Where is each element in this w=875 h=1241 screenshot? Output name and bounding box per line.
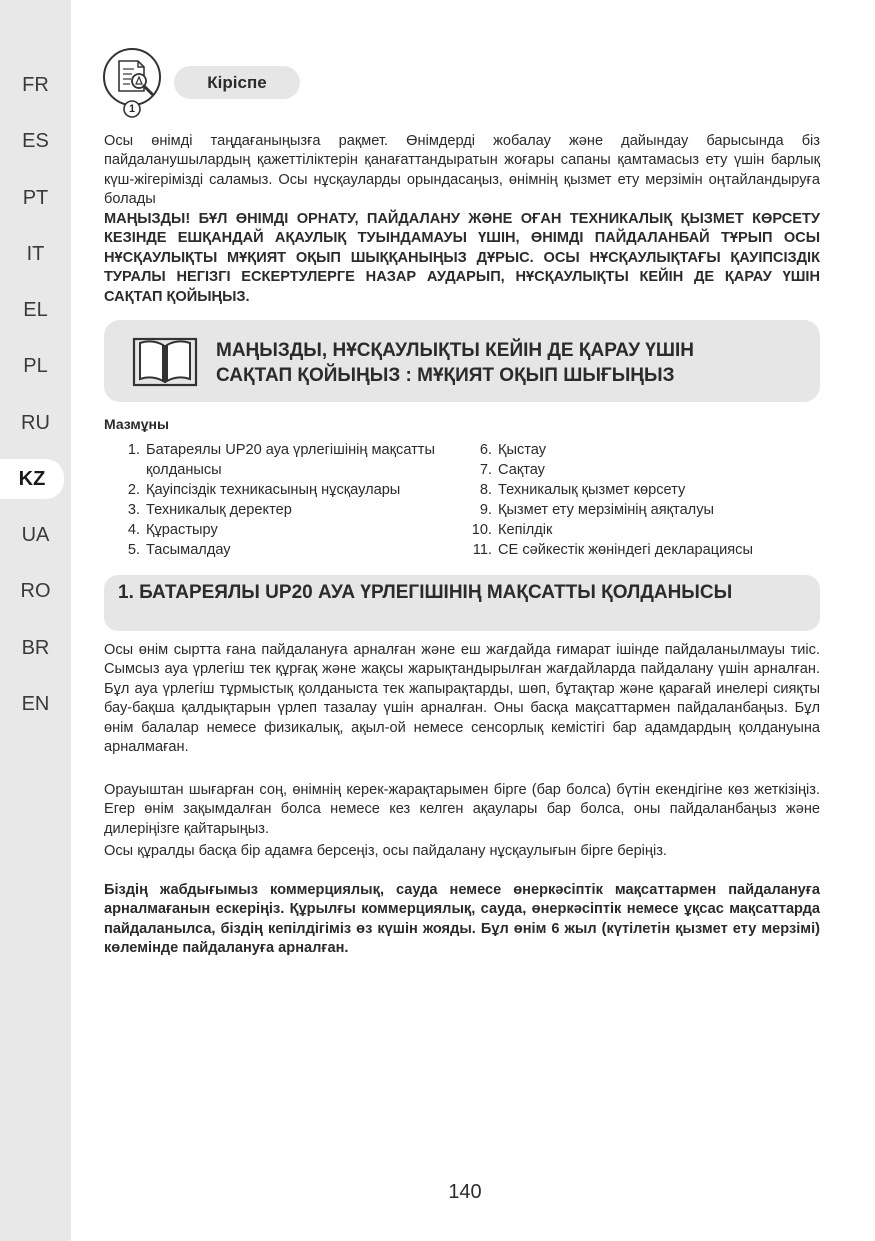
toc-item[interactable] <box>468 440 813 460</box>
section-1-notice: Біздің жабдығымыз коммерциялық, сауда немесе өнеркәсіптік мақсаттармен пайдалануға арналмағанын ескеріңіз. Құрылғы коммерциялық, сауда, өнеркәсіптік немесе ұқсас мақсаттарда пайдаланылса, біздің кепілдігіміз өз күшін жояды. Бұл өнім 6 жыл (күтілетін қызмет ету мерзімі) көлемінде пайдалануға арналған. <box>104 882 820 957</box>
toc-item-number: 9. <box>479 502 492 518</box>
lang-tab-br[interactable]: BR <box>21 636 50 659</box>
toc-item[interactable] <box>116 440 446 480</box>
toc-item-number: 10. <box>471 522 492 538</box>
section-1-paragraph-2: Орауыштан шығарған соң, өнімнің керек-жарақтарымен бірге (бар болса) бүтін екендігіне көз жеткізіңіз. Егер өнім зақымдалған болса немесе кез келген ақаулары бар болса, оны пайдаланбаңыз және дилеріңізге қайтарыңыз. <box>104 782 820 837</box>
section-1-paragraph-1: Осы өнім сыртта ғана пайдалануға арналған және еш жағдайда ғимарат ішінде пайдаланылмауы тиіс. Сымсыз ауа үрлегіш тек құрғақ және жақсы жарықтандырылған жағдайларда пайдалану үшін арналған. Бұл ауа үрлегіш тұрмыстық қолданыста тек жапырақтарды, шөп, бұтақтар және қарағай инелері сияқты бау-бақша қалдықтарын үрлеп тазалау үшін арналған. Оны басқа мақсаттармен пайдаланбаңыз. Бұл өнім балалар немесе физикалық, ақыл-ой немесе сенсорлық кемістігі бар адамдардың қолдануына арналмаған. <box>104 642 820 756</box>
toc-item-number: 7. <box>479 462 492 478</box>
toc-item-label: Қыстау <box>498 442 547 458</box>
lang-tab-ua[interactable]: UA <box>21 523 50 546</box>
toc-item-number: 2. <box>127 482 140 498</box>
toc-list-right <box>468 440 813 560</box>
lang-tab-el[interactable]: EL <box>23 298 48 321</box>
toc-item[interactable] <box>468 460 813 480</box>
toc-item-label: Құрастыру <box>146 522 218 538</box>
toc-item-label: Техникалық деректер <box>146 502 292 518</box>
open-book-icon <box>132 333 198 389</box>
intro-title: Кіріспе <box>174 66 300 99</box>
lang-tab-pt[interactable]: PT <box>22 186 49 209</box>
toc-item-number: 1. <box>127 442 140 458</box>
toc-item-label: Қауіпсіздік техникасының нұсқаулары <box>146 482 401 498</box>
toc-item-label: Батареялы UP20 ауа үрлегішінің мақсатты қолданысы <box>146 442 435 478</box>
toc-item-label: Қызмет ету мерзімінің аяқталуы <box>498 502 714 518</box>
lang-tab-es[interactable]: ES <box>22 129 49 152</box>
intro-paragraph: Осы өнімді таңдағаныңызға рақмет. Өнімдерді жобалау және дайындау барысында біз пайдаланушылардың қажеттіліктерін қанағаттандыратын жоғары сапаны қамтамасыз ету үшін барлық күш-жігерімізді саламыз. Осы нұсқауларды орындасаңыз, өнімнің қызмет ету мерзімін оңтайландыруға болады <box>104 133 820 208</box>
toc-item-number: 6. <box>479 442 492 458</box>
lang-tab-fr[interactable]: FR <box>22 73 49 96</box>
section-1-paragraph-3: Осы құралды басқа бір адамға берсеңіз, осы пайдалану нұсқаулығын бірге беріңіз. <box>104 843 667 859</box>
lang-tab-en[interactable]: EN <box>21 692 50 715</box>
toc-item-label: Тасымалдау <box>146 542 231 558</box>
toc-item-number: 5. <box>127 542 140 558</box>
banner-line-2: САҚТАП ҚОЙЫҢЫЗ : МҰҚИЯТ ОҚЫП ШЫҒЫҢЫЗ <box>216 365 675 386</box>
toc-item[interactable] <box>468 500 813 520</box>
document-magnifier-icon <box>102 47 162 115</box>
lang-tab-kz-active[interactable]: KZ <box>0 459 64 499</box>
lang-tab-it[interactable]: IT <box>26 242 45 265</box>
lang-tab-ru[interactable]: RU <box>21 411 50 434</box>
toc-item[interactable] <box>468 480 813 500</box>
lang-tab-ro[interactable]: RO <box>20 579 51 602</box>
toc-item[interactable] <box>116 540 446 560</box>
intro-warning: МАҢЫЗДЫ! БҰЛ ӨНІМДІ ОРНАТУ, ПАЙДАЛАНУ ЖӘНЕ ОҒАН ТЕХНИКАЛЫҚ ҚЫЗМЕТ КӨРСЕТУ КЕЗІНДЕ ЕШҚАНДАЙ АҚАУЛЫҚ ТУЫНДАМАУЫ ҮШІН, ӨНІМДІ ПАЙДАЛАНБАЙ ТҰРЫП ОСЫ НҰСҚАУЛЫҚТЫ МҰҚИЯТ ОҚЫП ШЫҚҚАНЫҢЫЗ ДҰРЫС. ОСЫ НҰСҚАУЛЫҚТАҒЫ ҚАУІПСІЗДІК ТУРАЛЫ НЕГІЗГІ ЕСКЕРТУЛЕРГЕ НАЗАР АУДАРЫП, НҰСҚАУЛЫҚТЫ КЕЙІН ДЕ ҚАРАУ ҮШІН САҚТАП ҚОЙЫҢЫЗ. <box>104 211 820 305</box>
toc-item[interactable] <box>116 480 446 500</box>
section-1-title: 1. БАТАРЕЯЛЫ UP20 АУА ҮРЛЕГІШІНІҢ МАҚСАТТЫ ҚОЛДАНЫСЫ <box>118 582 733 603</box>
lang-tab-pl[interactable]: PL <box>23 354 48 377</box>
toc-item-number: 8. <box>479 482 492 498</box>
toc-item[interactable] <box>116 520 446 540</box>
toc-item-label: Техникалық қызмет көрсету <box>498 482 686 498</box>
banner-line-1: МАҢЫЗДЫ, НҰСҚАУЛЫҚТЫ КЕЙІН ДЕ ҚАРАУ ҮШІН <box>216 340 694 361</box>
toc-item[interactable] <box>468 520 813 540</box>
toc-item-label: Кепілдік <box>498 522 553 538</box>
page-number: 140 <box>448 1181 482 1203</box>
section-1-header <box>104 575 820 631</box>
toc-item-number: 4. <box>127 522 140 538</box>
toc-item-label: CE сәйкестік жөніндегі декларациясы <box>498 542 753 558</box>
banner-text <box>216 338 806 388</box>
toc-item-number: 11. <box>472 542 492 558</box>
toc-title: Мазмұны <box>104 416 169 432</box>
important-banner <box>104 320 820 402</box>
toc-list-left <box>116 440 446 560</box>
toc-item[interactable] <box>468 540 813 560</box>
toc-item[interactable] <box>116 500 446 520</box>
language-sidebar <box>0 0 71 1241</box>
toc-item-label: Сақтау <box>498 462 545 478</box>
intro-badge-number: 1 <box>128 103 136 115</box>
toc-item-number: 3. <box>127 502 140 518</box>
